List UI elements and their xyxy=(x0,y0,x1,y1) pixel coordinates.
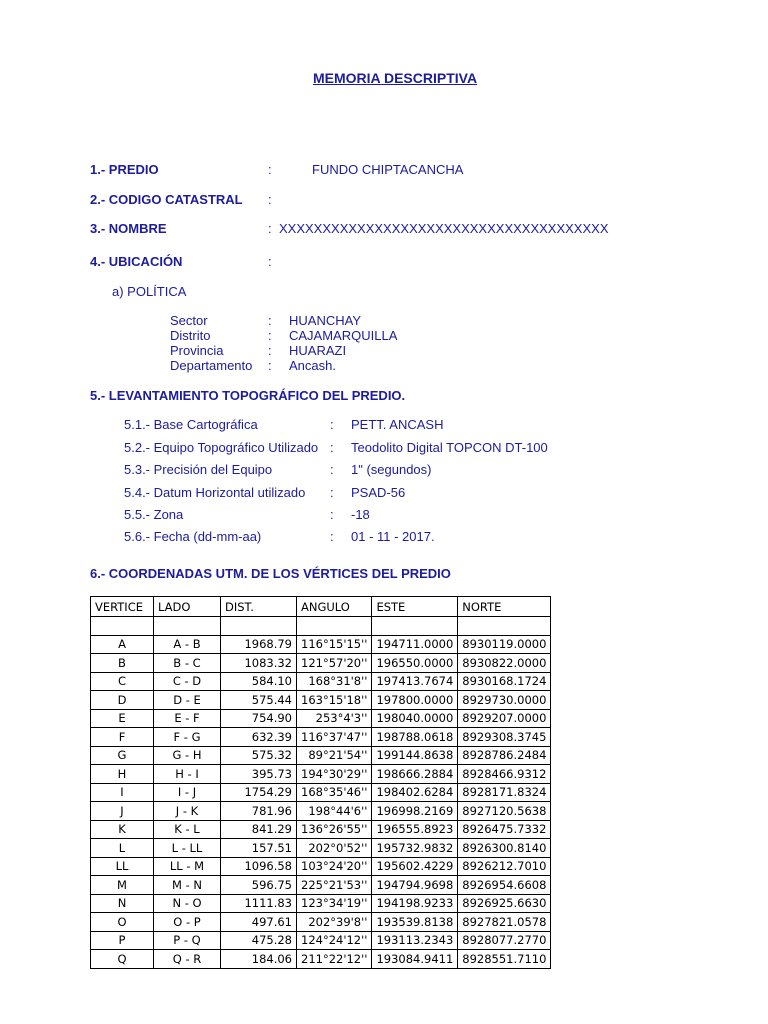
table-cell: 198°44'6'' xyxy=(297,802,372,821)
table-cell: L - LL xyxy=(154,839,221,858)
distrito-colon: : xyxy=(268,328,272,343)
levantamiento-item-colon: : xyxy=(330,529,334,544)
table-row xyxy=(91,931,551,950)
table-row xyxy=(91,950,551,969)
table-cell: 1968.79 xyxy=(221,635,297,654)
table-cell: 198666.2884 xyxy=(372,765,458,784)
table-cell: K - L xyxy=(154,820,221,839)
table-cell: O - P xyxy=(154,913,221,932)
table-cell: 194198.9233 xyxy=(372,894,458,913)
table-cell: 194794.9698 xyxy=(372,876,458,895)
table-cell: 8928786.2484 xyxy=(458,746,551,765)
table-cell: G xyxy=(91,746,154,765)
table-row xyxy=(91,691,551,710)
table-cell xyxy=(372,617,458,636)
table-cell: 8928077.2770 xyxy=(458,931,551,950)
table-cell: H xyxy=(91,765,154,784)
table-cell: 8926300.8140 xyxy=(458,839,551,858)
table-row xyxy=(91,765,551,784)
nombre-colon: : xyxy=(268,221,272,236)
table-cell: 116°37'47'' xyxy=(297,728,372,747)
table-row xyxy=(91,728,551,747)
table-cell xyxy=(458,617,551,636)
table-cell: N xyxy=(91,894,154,913)
table-cell: P xyxy=(91,931,154,950)
coordenadas-heading: 6.- COORDENADAS UTM. DE LOS VÉRTICES DEL PREDIO xyxy=(90,566,451,581)
table-cell xyxy=(91,617,154,636)
table-cell: E - F xyxy=(154,709,221,728)
table-cell: 195602.4229 xyxy=(372,857,458,876)
table-cell: 8929730.0000 xyxy=(458,691,551,710)
table-cell: A - B xyxy=(154,635,221,654)
table-cell: 8926925.6630 xyxy=(458,894,551,913)
table-cell: 194711.0000 xyxy=(372,635,458,654)
table-cell: 197800.0000 xyxy=(372,691,458,710)
ubicacion-colon: : xyxy=(268,254,272,269)
table-cell: 199144.8638 xyxy=(372,746,458,765)
table-cell: 202°0'52'' xyxy=(297,839,372,858)
table-cell xyxy=(297,617,372,636)
table-cell: 781.96 xyxy=(221,802,297,821)
predio-colon: : xyxy=(268,162,272,177)
page-title: MEMORIA DESCRIPTIVA xyxy=(312,70,478,86)
table-cell: N - O xyxy=(154,894,221,913)
table-row xyxy=(91,857,551,876)
sector-colon: : xyxy=(268,313,272,328)
table-cell: 123°34'19'' xyxy=(297,894,372,913)
table-cell: 575.32 xyxy=(221,746,297,765)
table-cell: 196998.2169 xyxy=(372,802,458,821)
table-cell: 198040.0000 xyxy=(372,709,458,728)
table-cell: O xyxy=(91,913,154,932)
table-row xyxy=(91,894,551,913)
table-cell: 195732.9832 xyxy=(372,839,458,858)
levantamiento-item-value: 01 - 11 - 2017. xyxy=(351,529,435,544)
table-cell: M xyxy=(91,876,154,895)
nombre-value: XXXXXXXXXXXXXXXXXXXXXXXXXXXXXXXXXXXXXX xyxy=(279,221,609,236)
table-cell: 1083.32 xyxy=(221,654,297,673)
levantamiento-item-colon: : xyxy=(330,485,334,500)
table-cell: 198402.6284 xyxy=(372,783,458,802)
table-cell: 116°15'15'' xyxy=(297,635,372,654)
levantamiento-item-value: PETT. ANCASH xyxy=(351,417,444,432)
table-cell: 193113.2343 xyxy=(372,931,458,950)
table-row xyxy=(91,635,551,654)
column-header: NORTE xyxy=(458,597,551,617)
table-cell: B xyxy=(91,654,154,673)
column-header: LADO xyxy=(154,597,221,617)
predio-row xyxy=(90,162,159,177)
table-cell: 124°24'12'' xyxy=(297,931,372,950)
table-cell xyxy=(154,617,221,636)
levantamiento-item-colon: : xyxy=(330,440,334,455)
table-row xyxy=(91,746,551,765)
codigo-colon: : xyxy=(268,192,272,207)
table-cell: 184.06 xyxy=(221,950,297,969)
table-cell: 596.75 xyxy=(221,876,297,895)
table-cell: 8926212.7010 xyxy=(458,857,551,876)
table-cell: 8926954.6608 xyxy=(458,876,551,895)
table-cell: 202°39'8'' xyxy=(297,913,372,932)
table-cell: 103°24'20'' xyxy=(297,857,372,876)
levantamiento-item-colon: : xyxy=(330,462,334,477)
table-cell: P - Q xyxy=(154,931,221,950)
table-cell: 193539.8138 xyxy=(372,913,458,932)
table-cell: 8929207.0000 xyxy=(458,709,551,728)
table-cell: 121°57'20'' xyxy=(297,654,372,673)
table-cell: 8928551.7110 xyxy=(458,950,551,969)
table-row xyxy=(91,913,551,932)
table-cell: 198788.0618 xyxy=(372,728,458,747)
sector-label: Sector xyxy=(170,313,208,328)
table-cell: C xyxy=(91,672,154,691)
levantamiento-item-value: PSAD-56 xyxy=(351,485,406,500)
table-cell: LL - M xyxy=(154,857,221,876)
table-row xyxy=(91,820,551,839)
table-row xyxy=(91,783,551,802)
levantamiento-item-value: 1" (segundos) xyxy=(351,462,432,477)
levantamiento-item-label: 5.3.- Precisión del Equipo xyxy=(124,462,273,477)
table-cell: 225°21'53'' xyxy=(297,876,372,895)
table-cell: 475.28 xyxy=(221,931,297,950)
table-cell: 8927120.5638 xyxy=(458,802,551,821)
table-cell: 8927821.0578 xyxy=(458,913,551,932)
table-cell: 211°22'12'' xyxy=(297,950,372,969)
table-cell: L xyxy=(91,839,154,858)
politica-label: a) POLÍTICA xyxy=(112,284,187,299)
levantamiento-item-label: 5.4.- Datum Horizontal utilizado xyxy=(124,485,306,500)
table-cell: M - N xyxy=(154,876,221,895)
table-cell: 8929308.3745 xyxy=(458,728,551,747)
table-header-row xyxy=(91,597,551,617)
departamento-value: Ancash. xyxy=(289,358,336,373)
predio-label: 1.- PREDIO xyxy=(90,162,159,177)
levantamiento-item-label: 5.1.- Base Cartográfica xyxy=(124,417,258,432)
table-cell: F - G xyxy=(154,728,221,747)
table-cell: 8928171.8324 xyxy=(458,783,551,802)
departamento-colon: : xyxy=(268,358,272,373)
table-cell: H - I xyxy=(154,765,221,784)
table-row xyxy=(91,654,551,673)
table-cell: 497.61 xyxy=(221,913,297,932)
coordinates-table xyxy=(90,596,551,969)
table-cell: 196550.0000 xyxy=(372,654,458,673)
levantamiento-item-colon: : xyxy=(330,417,334,432)
table-cell xyxy=(221,617,297,636)
table-cell: Q - R xyxy=(154,950,221,969)
provincia-value: HUARAZI xyxy=(289,343,347,358)
table-cell: 168°35'46'' xyxy=(297,783,372,802)
table-cell: 8926475.7332 xyxy=(458,820,551,839)
table-row xyxy=(91,839,551,858)
table-cell: B - C xyxy=(154,654,221,673)
table-row xyxy=(91,709,551,728)
departamento-label: Departamento xyxy=(170,358,253,373)
predio-value: FUNDO CHIPTACANCHA xyxy=(312,162,464,177)
table-cell: 89°21'54'' xyxy=(297,746,372,765)
table-cell: D - E xyxy=(154,691,221,710)
levantamiento-item-label: 5.2.- Equipo Topográfico Utilizado xyxy=(124,440,319,455)
table-cell: 1096.58 xyxy=(221,857,297,876)
levantamiento-item-label: 5.6.- Fecha (dd-mm-aa) xyxy=(124,529,262,544)
table-cell: 194°30'29'' xyxy=(297,765,372,784)
table-cell: 8930168.1724 xyxy=(458,672,551,691)
table-cell: LL xyxy=(91,857,154,876)
table-cell: I - J xyxy=(154,783,221,802)
table-cell: 168°31'8'' xyxy=(297,672,372,691)
codigo-label: 2.- CODIGO CATASTRAL xyxy=(90,192,243,207)
table-cell: 136°26'55'' xyxy=(297,820,372,839)
table-cell: 841.29 xyxy=(221,820,297,839)
distrito-value: CAJAMARQUILLA xyxy=(289,328,398,343)
table-cell: 395.73 xyxy=(221,765,297,784)
levantamiento-item-value: -18 xyxy=(351,507,370,522)
table-cell: 8930822.0000 xyxy=(458,654,551,673)
table-cell: 196555.8923 xyxy=(372,820,458,839)
table-cell: D xyxy=(91,691,154,710)
column-header: ANGULO xyxy=(297,597,372,617)
table-cell: 1111.83 xyxy=(221,894,297,913)
levantamiento-item-colon: : xyxy=(330,507,334,522)
levantamiento-heading: 5.- LEVANTAMIENTO TOPOGRÁFICO DEL PREDIO. xyxy=(90,388,406,403)
table-cell: 632.39 xyxy=(221,728,297,747)
table-cell: J - K xyxy=(154,802,221,821)
table-cell: 157.51 xyxy=(221,839,297,858)
table-cell: 575.44 xyxy=(221,691,297,710)
column-header: VERTICE xyxy=(91,597,154,617)
levantamiento-item-label: 5.5.- Zona xyxy=(124,507,184,522)
table-cell: 197413.7674 xyxy=(372,672,458,691)
table-cell: 163°15'18'' xyxy=(297,691,372,710)
table-row xyxy=(91,672,551,691)
table-cell: C - D xyxy=(154,672,221,691)
table-cell: 8930119.0000 xyxy=(458,635,551,654)
table-cell: 1754.29 xyxy=(221,783,297,802)
table-cell: Q xyxy=(91,950,154,969)
provincia-label: Provincia xyxy=(170,343,224,358)
column-header: ESTE xyxy=(372,597,458,617)
sector-value: HUANCHAY xyxy=(289,313,361,328)
provincia-colon: : xyxy=(268,343,272,358)
table-spacer-row xyxy=(91,617,551,636)
table-cell: K xyxy=(91,820,154,839)
column-header: DIST. xyxy=(221,597,297,617)
table-cell: G - H xyxy=(154,746,221,765)
table-cell: 193084.9411 xyxy=(372,950,458,969)
table-cell: J xyxy=(91,802,154,821)
table-cell: 253°4'3'' xyxy=(297,709,372,728)
nombre-label: 3.- NOMBRE xyxy=(90,221,167,236)
table-cell: A xyxy=(91,635,154,654)
distrito-label: Distrito xyxy=(170,328,211,343)
table-cell: F xyxy=(91,728,154,747)
ubicacion-label: 4.- UBICACIÓN xyxy=(90,254,183,269)
levantamiento-item-value: Teodolito Digital TOPCON DT-100 xyxy=(351,440,548,455)
table-cell: 8928466.9312 xyxy=(458,765,551,784)
table-row xyxy=(91,802,551,821)
table-cell: I xyxy=(91,783,154,802)
table-cell: E xyxy=(91,709,154,728)
table-row xyxy=(91,876,551,895)
table-cell: 584.10 xyxy=(221,672,297,691)
table-cell: 754.90 xyxy=(221,709,297,728)
